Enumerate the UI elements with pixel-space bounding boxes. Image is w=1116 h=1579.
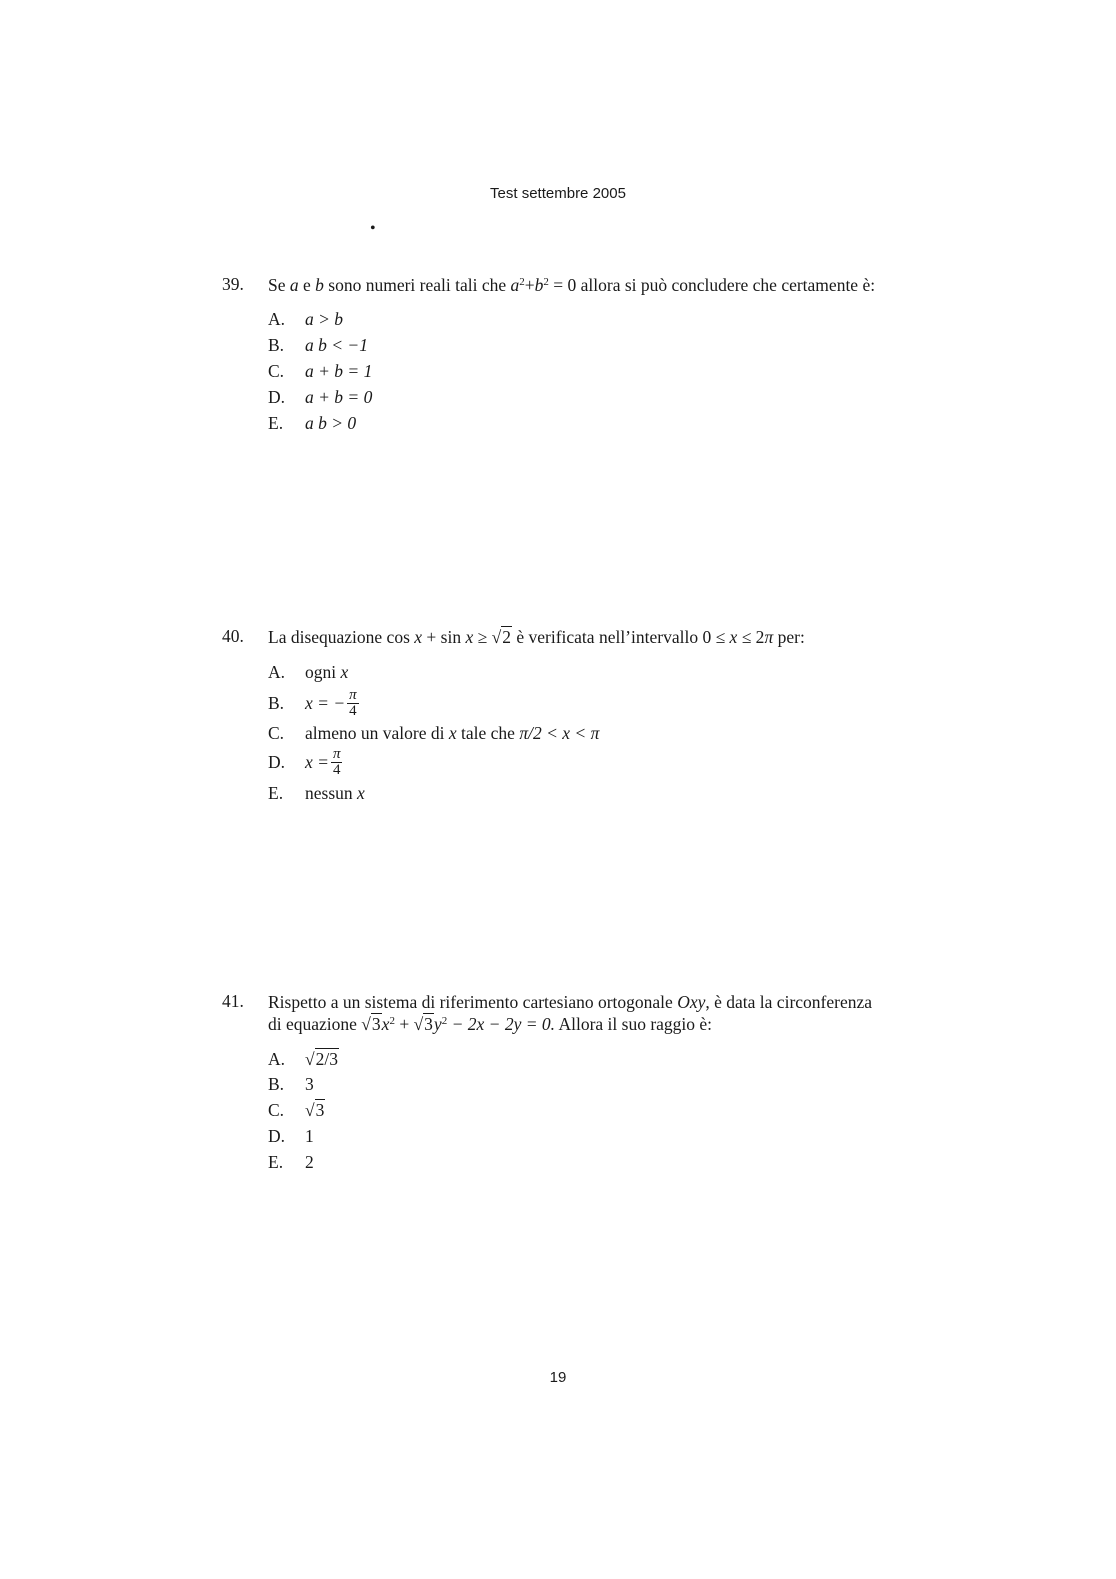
stem-line-1: Rispetto a un sistema di riferimento cartesiano ortogonale Oxy, è data la circonferenza (268, 992, 873, 1012)
bullet-mark: • (370, 220, 376, 237)
sqrt-2-3: √2/3 (305, 1048, 338, 1069)
option-b[interactable]: B. a b < −1 (268, 334, 368, 355)
fraction: $\frac{\pi}{4}$ (332, 745, 341, 778)
option-c[interactable]: C. almeno un valore di x tale che π/2 < x < π (268, 722, 600, 743)
question-number: 41. (222, 991, 244, 1011)
option-d[interactable]: D. a + b = 0 (268, 386, 373, 407)
option-c[interactable]: C. a + b = 1 (268, 360, 373, 381)
option-b[interactable]: B. 3 (268, 1073, 314, 1094)
option-d[interactable]: D. 1 (268, 1125, 314, 1146)
option-c[interactable]: C. √3 (268, 1099, 325, 1120)
option-b[interactable]: B. x = − $\frac{\pi}{4}$ (268, 686, 357, 719)
option-e[interactable]: E. nessun x (268, 782, 365, 803)
sqrt-3: √3 (305, 1099, 325, 1120)
sqrt-2: √2 (491, 627, 511, 647)
option-a[interactable]: A. ogni x (268, 661, 349, 682)
option-a[interactable]: A. a > b (268, 308, 344, 329)
fraction: $\frac{\pi}{4}$ (349, 686, 357, 719)
stem-line-2: di equazione $√3x^2 + √3y^2 - 2x - 2y = 0$. Allora il suo raggio è: (268, 1014, 713, 1034)
option-a[interactable]: A. √2/3 (268, 1048, 338, 1069)
question-stem: La disequazione cos x + sin x ≥ √2 è verificata nell’intervallo 0 ≤ x ≤ 2π per: (268, 627, 805, 647)
option-e[interactable]: E. 2 (268, 1151, 314, 1172)
option-d[interactable]: D. x = $\frac{\pi}{4}$ (268, 745, 341, 778)
page-header: Test settembre 2005 (490, 185, 626, 202)
page-number: 19 (549, 1369, 567, 1386)
question-stem: Se a e b sono numeri reali tali che $a^2+b^2 = 0$ allora si può concludere che certamente è: (268, 275, 876, 295)
question-number: 40. (222, 626, 244, 646)
option-e[interactable]: E. a b > 0 (268, 412, 357, 433)
question-stem (268, 991, 928, 1035)
question-number: 39. (222, 274, 244, 294)
